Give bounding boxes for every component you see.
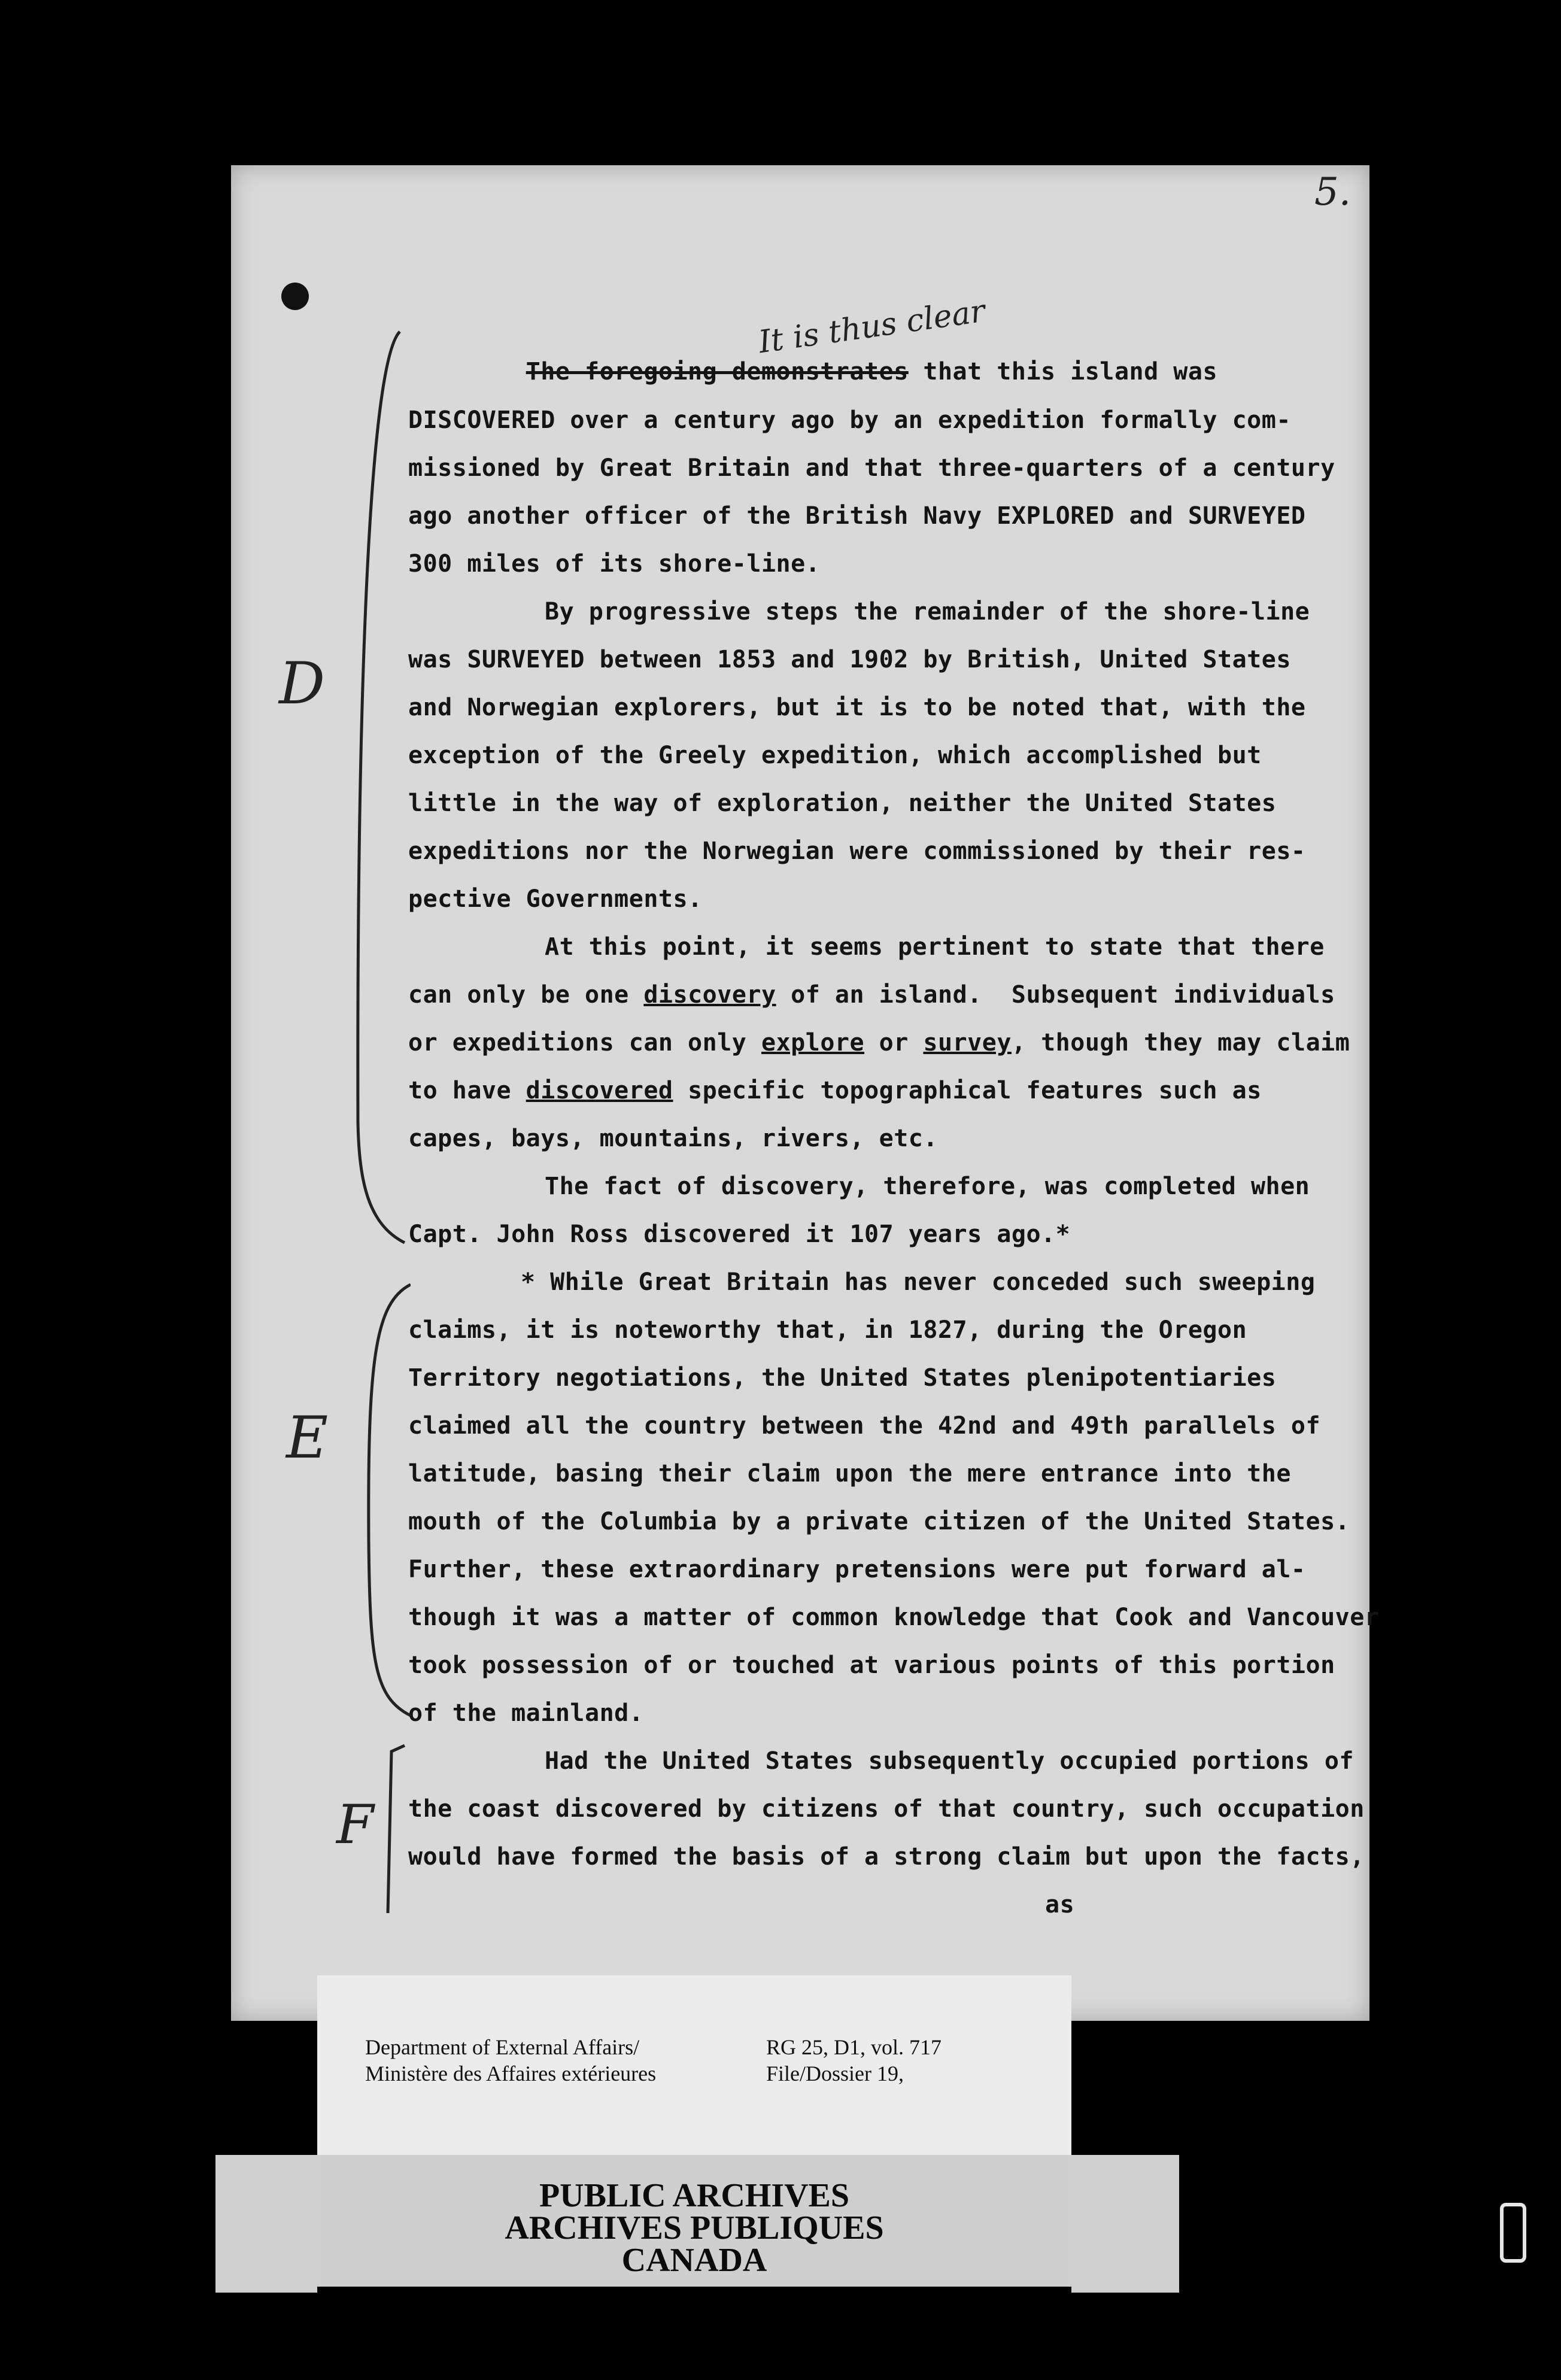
- document-page: [231, 165, 1380, 2021]
- text-line: Further, these extraordinary pretensions were put forward al-: [408, 1556, 1306, 1583]
- card-tab-right: [1071, 2155, 1179, 2293]
- text-line: claims, it is noteworthy that, in 1827, during the Oregon: [408, 1316, 1247, 1344]
- text-line: capes, bays, mountains, rivers, etc.: [408, 1125, 938, 1152]
- text-line: The foregoing demonstrates that this island was: [526, 358, 1218, 385]
- underlined-word: discovery: [643, 981, 776, 1009]
- struck-text: The foregoing demonstrates: [526, 358, 909, 385]
- text-line: the coast discovered by citizens of that country, such occupation: [408, 1795, 1365, 1823]
- underlined-word: explore: [761, 1029, 865, 1057]
- archive-card: [317, 1975, 1071, 2287]
- bracket-d: [358, 332, 405, 1243]
- text-line: The fact of discovery, therefore, was completed when: [545, 1173, 1310, 1200]
- margin-brackets: [231, 165, 411, 2021]
- text-line: DISCOVERED over a century ago by an expedition formally com-: [408, 406, 1291, 434]
- bracket-e: [369, 1285, 411, 1716]
- handwritten-insert: It is thus clear: [756, 293, 988, 361]
- underlined-word: survey: [923, 1029, 1012, 1057]
- text-line: By progressive steps the remainder of the shore-line: [545, 598, 1310, 626]
- text-line: 300 miles of its shore-line.: [408, 550, 821, 578]
- text-line: ago another officer of the British Navy EXPLORED and SURVEYED: [408, 502, 1306, 530]
- text-line: exception of the Greely expedition, which accomplished but: [408, 742, 1262, 769]
- film-frame-mark: [1500, 2203, 1526, 2263]
- file-reference: RG 25, D1, vol. 717 File/Dossier 19,: [766, 2035, 942, 2085]
- text-line: can only be one discovery of an island. Subsequent individuals: [408, 981, 1335, 1009]
- reference-label: [317, 1975, 1071, 2155]
- text-line: claimed all the country between the 42nd and 49th parallels of: [408, 1412, 1321, 1440]
- text-line: * While Great Britain has never conceded such sweeping: [521, 1268, 1316, 1296]
- margin-letter-e: E: [286, 1404, 329, 1471]
- margin-letter-d: D: [279, 650, 325, 717]
- text-line: would have formed the basis of a strong claim but upon the facts,: [408, 1843, 1365, 1871]
- text-line: as: [1045, 1891, 1075, 1918]
- text-line: missioned by Great Britain and that three-quarters of a century: [408, 454, 1335, 482]
- text-line: expeditions nor the Norwegian were commissioned by their res-: [408, 837, 1306, 865]
- underlined-word: discovered: [526, 1077, 673, 1104]
- page-number: 5.: [1314, 170, 1352, 214]
- text-line: to have discovered specific topographical features such as: [408, 1077, 1262, 1104]
- text-line: and Norwegian explorers, but it is to be noted that, with the: [408, 694, 1306, 721]
- text-line: little in the way of exploration, neither the United States: [408, 790, 1277, 817]
- text-line: of the mainland.: [408, 1699, 644, 1727]
- text-line: or expeditions can only explore or survey, though they may claim: [408, 1029, 1350, 1057]
- text-line: though it was a matter of common knowledge that Cook and Vancouver: [408, 1604, 1380, 1631]
- archives-stamp: PUBLIC ARCHIVES ARCHIVES PUBLIQUES CANADA: [317, 2155, 1071, 2287]
- department-label: Department of External Affairs/ Ministère des Affaires extérieures: [365, 2035, 657, 2085]
- text-line: was SURVEYED between 1853 and 1902 by British, United States: [408, 646, 1291, 673]
- card-tab-left: [215, 2155, 317, 2293]
- text-line: took possession of or touched at various points of this portion: [408, 1652, 1335, 1679]
- text-line: Had the United States subsequently occupied portions of: [545, 1747, 1355, 1775]
- text-line: Territory negotiations, the United States plenipotentiaries: [408, 1364, 1277, 1392]
- margin-letter-f: F: [336, 1793, 374, 1856]
- text-line: Capt. John Ross discovered it 107 years ago.*: [408, 1221, 1071, 1248]
- text-line: pective Governments.: [408, 885, 703, 913]
- text-line: latitude, basing their claim upon the mere entrance into the: [408, 1460, 1291, 1488]
- text-line: mouth of the Columbia by a private citizen of the United States.: [408, 1508, 1350, 1535]
- text-line: At this point, it seems pertinent to state that there: [545, 933, 1325, 961]
- bracket-f: [388, 1745, 405, 1913]
